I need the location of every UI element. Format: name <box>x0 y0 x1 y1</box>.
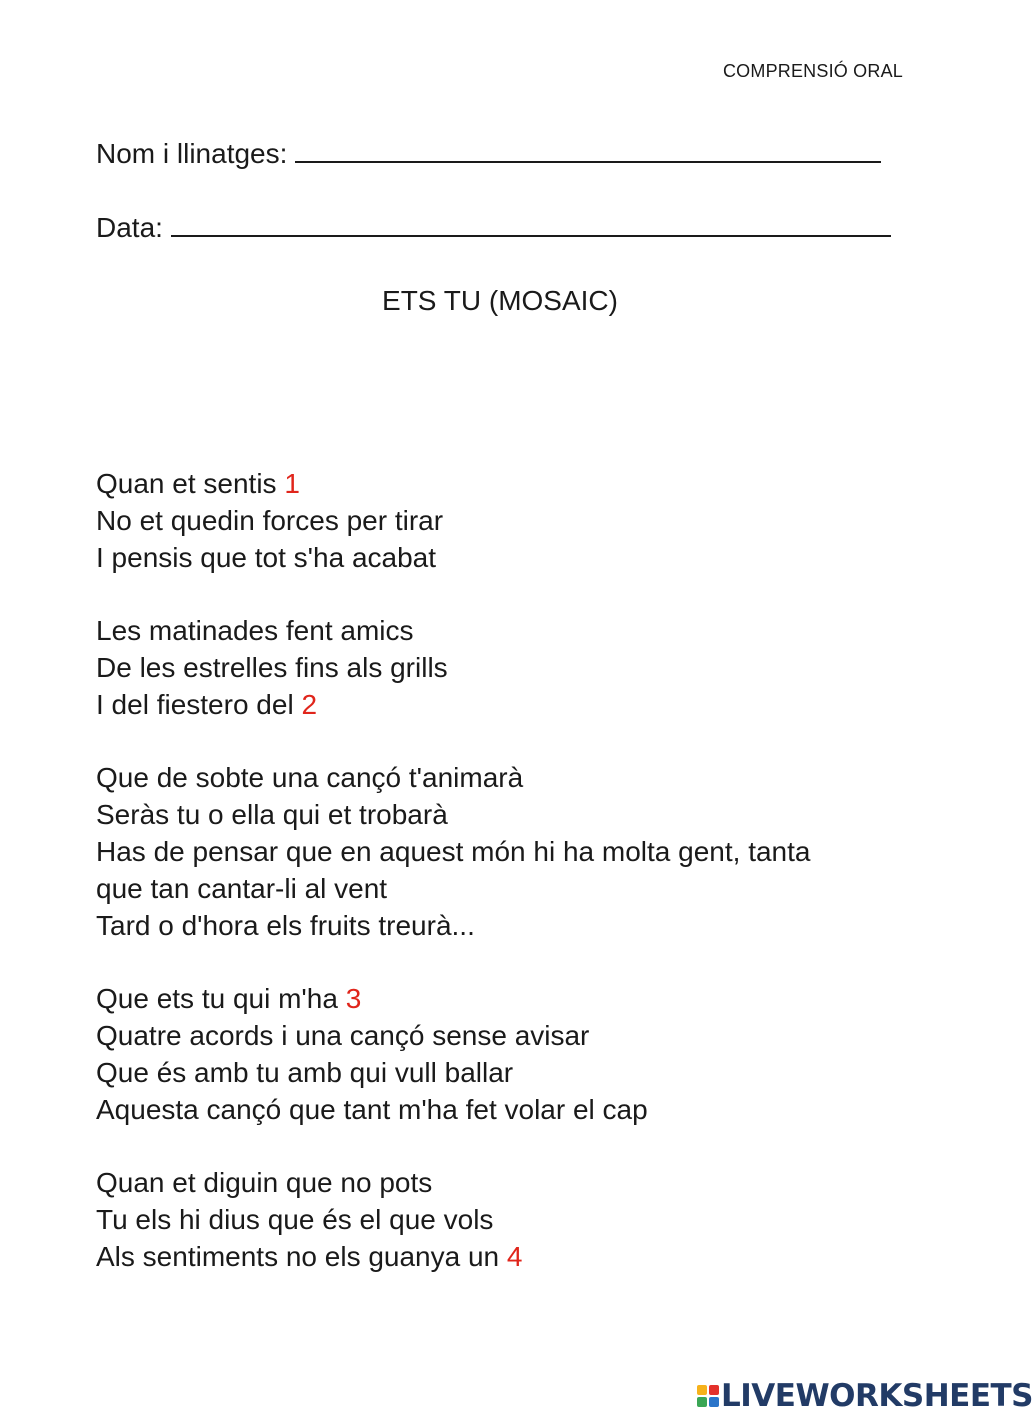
name-label: Nom i llinatges: <box>96 138 288 169</box>
logo-square <box>697 1385 707 1395</box>
lyric-line <box>96 1017 810 1054</box>
blank-number[interactable]: 3 <box>345 983 362 1014</box>
lyric-text: Quatre acords i una cançó sense avisar <box>96 1020 590 1051</box>
stanza <box>96 1164 810 1275</box>
lyrics-body <box>96 465 810 1311</box>
lyric-line <box>96 980 810 1017</box>
date-label: Data: <box>96 212 163 243</box>
stanza <box>96 612 810 723</box>
logo-square <box>709 1397 719 1407</box>
lyric-line <box>96 1054 810 1091</box>
lyric-text: Aquesta cançó que tant m'ha fet volar el cap <box>96 1094 648 1125</box>
lyric-line <box>96 502 810 539</box>
lyric-line <box>96 796 810 833</box>
lyric-line <box>96 612 810 649</box>
lyric-text: Seràs tu o ella qui et trobarà <box>96 799 448 830</box>
lyric-line <box>96 1238 810 1275</box>
lyric-text: Quan et diguin que no pots <box>96 1167 433 1198</box>
lyric-text: que tan cantar-li al vent <box>96 873 388 904</box>
lyric-text: Que de sobte una cançó t'animarà <box>96 762 524 793</box>
stanza <box>96 759 810 944</box>
lyric-line <box>96 833 810 870</box>
lyric-line <box>96 1091 810 1128</box>
lyric-text: Has de pensar que en aquest món hi ha molta gent, tanta <box>96 836 811 867</box>
logo-square <box>709 1385 719 1395</box>
blank-number[interactable]: 2 <box>301 689 318 720</box>
liveworksheets-logo <box>697 1378 1033 1414</box>
lyric-text: I del fiestero del <box>96 689 302 720</box>
lyric-line <box>96 465 810 502</box>
worksheet-type-label: COMPRENSIÓ ORAL <box>722 61 903 81</box>
lyric-text: Tu els hi dius que és el que vols <box>96 1204 494 1235</box>
lyric-line <box>96 649 810 686</box>
stanza <box>96 465 810 576</box>
date-input-line[interactable] <box>171 209 891 237</box>
stanza <box>96 980 810 1128</box>
lyric-line <box>96 539 810 576</box>
blank-number[interactable]: 1 <box>284 468 300 499</box>
lyric-line <box>96 759 810 796</box>
lyric-line <box>96 907 810 944</box>
lyric-text: Que ets tu qui m'ha <box>96 983 346 1014</box>
lyric-text: Que és amb tu amb qui vull ballar <box>96 1057 514 1088</box>
lyric-text: No et quedin forces per tirar <box>96 505 444 536</box>
lyric-text: De les estrelles fins als grills <box>96 652 448 683</box>
lyric-line <box>96 1164 810 1201</box>
lyric-text: Als sentiments no els guanya un <box>96 1241 507 1272</box>
song-title: ETS TU (MOSAIC) <box>382 285 618 316</box>
logo-square <box>697 1397 707 1407</box>
name-input-line[interactable] <box>295 135 881 163</box>
lyric-line <box>96 1201 810 1238</box>
lyric-line <box>96 870 810 907</box>
logo-text: LIVEWORKSHEETS <box>721 1378 1033 1414</box>
date-field <box>96 209 891 244</box>
name-field <box>96 135 881 170</box>
lyric-text: I pensis que tot s'ha acabat <box>96 542 437 573</box>
lyric-text: Quan et sentis <box>96 468 285 499</box>
lyric-line <box>96 686 810 723</box>
blank-number[interactable]: 4 <box>506 1241 523 1272</box>
lyric-text: Tard o d'hora els fruits treurà... <box>96 910 475 941</box>
lyric-text: Les matinades fent amics <box>96 615 414 646</box>
logo-mark-icon <box>697 1385 719 1407</box>
